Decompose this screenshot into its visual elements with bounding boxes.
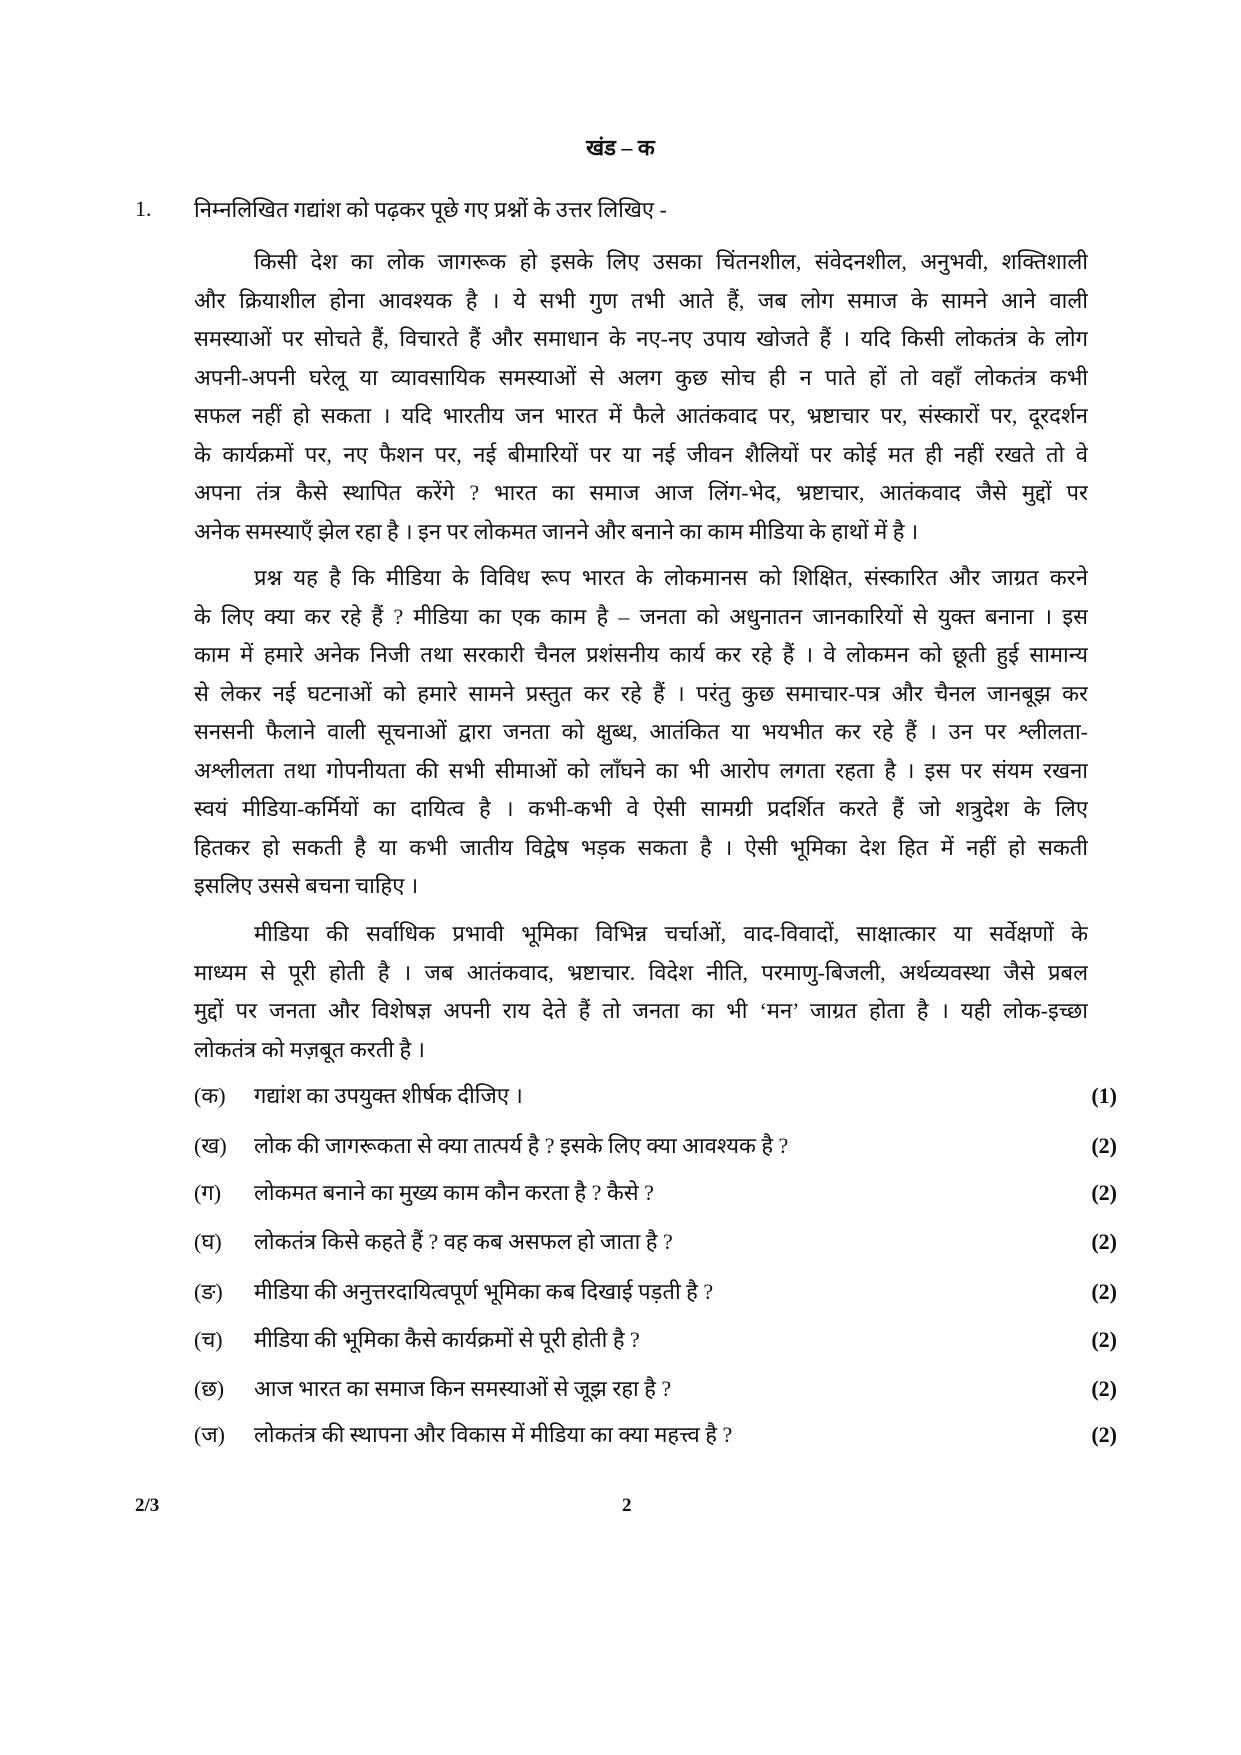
- passage-paragraph-1: [194, 243, 1088, 551]
- passage-line: सफल नहीं हो सकता । यदि भारतीय जन भारत में फैले आतंकवाद पर, भ्रष्टाचार पर, संस्कारों पर, दूरदर्शन: [194, 403, 1088, 428]
- subquestion-label: (क): [194, 1083, 226, 1108]
- subquestion-marks: (1): [1091, 1083, 1117, 1108]
- passage-line: माध्यम से पूरी होती है । जब आतंकवाद, भ्रष्टाचार. विदेश नीति, परमाणु-बिजली, अर्थव्यवस्था जैसे प्रबल: [194, 959, 1088, 985]
- subquestion-label: (ख): [194, 1133, 227, 1158]
- subquestion-text: लोकमत बनाने का मुख्य काम कौन करता है ? कैसे ?: [254, 1180, 654, 1205]
- passage-line: से लेकर नई घटनाओं को हमारे सामने प्रस्तुत कर रहे हैं । परंतु कुछ समाचार-पत्र और चैनल जानबूझ कर: [194, 680, 1088, 706]
- subquestion-label: (छ): [194, 1376, 225, 1401]
- subquestion-label: (घ): [194, 1229, 222, 1254]
- passage-line: के कार्यक्रमों पर, नए फैशन पर, नई बीमारियों पर या नई जीवन शैलियों पर कोई मत ही नहीं रखते तो वे: [194, 441, 1088, 467]
- passage-line: लोकतंत्र को मज़बूत करती है ।: [194, 1036, 426, 1062]
- passage-line: के लिए क्या कर रहे हैं ? मीडिया का एक काम है – जनता को अधुनातन जानकारियों से युक्त बनाना । इस: [194, 603, 1088, 629]
- passage-line: प्रश्न यह है कि मीडिया के विविध रूप भारत के लोकमानस को शिक्षित, संस्कारित और जाग्रत करने: [254, 565, 1088, 590]
- subquestion-marks: (2): [1091, 1376, 1117, 1401]
- passage-line: सनसनी फैलाने वाली सूचनाओं द्वारा जनता को क्षुब्ध, आतंकित या भयभीत कर रहे हैं । उन पर श्लीलता-: [194, 719, 1088, 744]
- subquestion-text: मीडिया की भूमिका कैसे कार्यक्रमों से पूरी होती है ?: [254, 1327, 640, 1352]
- subquestion-label: (ग): [194, 1180, 222, 1205]
- passage-line: इसलिए उससे बचना चाहिए ।: [194, 873, 419, 898]
- subquestion-label: (च): [194, 1327, 223, 1352]
- question-instruction: निम्नलिखित गद्यांश को पढ़कर पूछे गए प्रश्नों के उत्तर लिखिए -: [194, 197, 667, 222]
- subquestion-label: (ङ): [194, 1279, 223, 1304]
- passage-paragraph-3: [194, 915, 1088, 1069]
- subquestion-item: [194, 1272, 1117, 1312]
- subquestion-item: [194, 1173, 1117, 1213]
- passage-line: हितकर हो सकती है या कभी जातीय विद्वेष भड़क सकता है । ऐसी भूमिका देश हित में नहीं हो सकती: [194, 834, 1088, 860]
- subquestion-item: [194, 1369, 1117, 1409]
- subquestion-marks: (2): [1091, 1133, 1117, 1158]
- subquestion-text: लोकतंत्र की स्थापना और विकास में मीडिया का क्या महत्त्व है ?: [254, 1422, 733, 1447]
- section-title: खंड – क: [586, 135, 655, 160]
- subquestion-text: आज भारत का समाज किन समस्याओं से जूझ रहा है ?: [254, 1376, 672, 1401]
- passage-line: अपनी-अपनी घरेलू या व्यावसायिक समस्याओं से अलग कुछ सोच ही न पाते हों तो वहाँ लोकतंत्र कभी: [194, 364, 1088, 390]
- passage-line: समस्याओं पर सोचते हैं, विचारते हैं और समाधान के नए-नए उपाय खोजते हैं । यदि किसी लोकतंत्र के लोग: [194, 326, 1088, 351]
- passage-line: अपना तंत्र कैसे स्थापित करेंगे ? भारत का समाज आज लिंग-भेद, भ्रष्टाचार, आतंकवाद जैसे मुद्दों पर: [194, 480, 1088, 505]
- passage-line: किसी देश का लोक जागरूक हो इसके लिए उसका चिंतनशील, संवेदनशील, अनुभवी, शक्तिशाली: [254, 249, 1088, 274]
- subquestion-text: लोकतंत्र किसे कहते हैं ? वह कब असफल हो जाता है ?: [254, 1229, 673, 1254]
- subquestion-item: [194, 1320, 1117, 1360]
- subquestion-marks: (2): [1091, 1229, 1117, 1254]
- subquestion-label: (ज): [194, 1422, 225, 1447]
- subquestion-text: मीडिया की अनुत्तरदायित्वपूर्ण भूमिका कब दिखाई पड़ती है ?: [254, 1279, 714, 1304]
- subquestion-marks: (2): [1091, 1180, 1117, 1205]
- subquestion-item: [194, 1415, 1117, 1455]
- subquestion-marks: (2): [1091, 1422, 1117, 1447]
- passage-line: मीडिया की सर्वाधिक प्रभावी भूमिका विभिन्न चर्चाओं, वाद-विवादों, साक्षात्कार या सर्वेक्षणों के: [254, 921, 1088, 946]
- subquestion-item: [194, 1222, 1117, 1262]
- passage-line: काम में हमारे अनेक निजी तथा सरकारी चैनल प्रशंसनीय कार्य कर रहे हैं । वे लोकमन को छूती हुई सामान्य: [194, 642, 1088, 667]
- passage-line: अश्लीलता तथा गोपनीयता की सभी सीमाओं को लाँघने का भी आरोप लगता रहता है । इस पर संयम रखना: [194, 757, 1088, 783]
- subquestion-marks: (2): [1091, 1327, 1117, 1352]
- subquestion-item: [194, 1076, 1117, 1116]
- page-number: 2: [622, 1495, 632, 1516]
- passage-line: स्वयं मीडिया-कर्मियों का दायित्व है । कभी-कभी वे ऐसी सामग्री प्रदर्शित करते हैं जो शत्रुदेश के लिए: [194, 796, 1088, 821]
- subquestion-text: लोक की जागरूकता से क्या तात्पर्य है ? इसके लिए क्या आवश्यक है ?: [254, 1133, 789, 1158]
- passage-paragraph-2: [194, 559, 1088, 906]
- passage-line: और क्रियाशील होना आवश्यक है । ये सभी गुण तभी आते हैं, जब लोग समाज के सामने आने वाली: [194, 287, 1088, 313]
- passage-line: मुद्दों पर जनता और विशेषज्ञ अपनी राय देते हैं तो जनता का भी ‘मन’ जाग्रत होता है । यही लोक-इच्छा: [194, 998, 1088, 1023]
- subquestion-text: गद्यांश का उपयुक्त शीर्षक दीजिए ।: [254, 1083, 523, 1108]
- paper-code: 2/3: [135, 1495, 160, 1516]
- subquestion-marks: (2): [1091, 1279, 1117, 1304]
- passage-line: अनेक समस्याएँ झेल रहा है । इन पर लोकमत जानने और बनाने का काम मीडिया के हाथों में है ।: [194, 518, 919, 544]
- subquestion-item: [194, 1126, 1117, 1166]
- question-number: 1.: [135, 196, 152, 221]
